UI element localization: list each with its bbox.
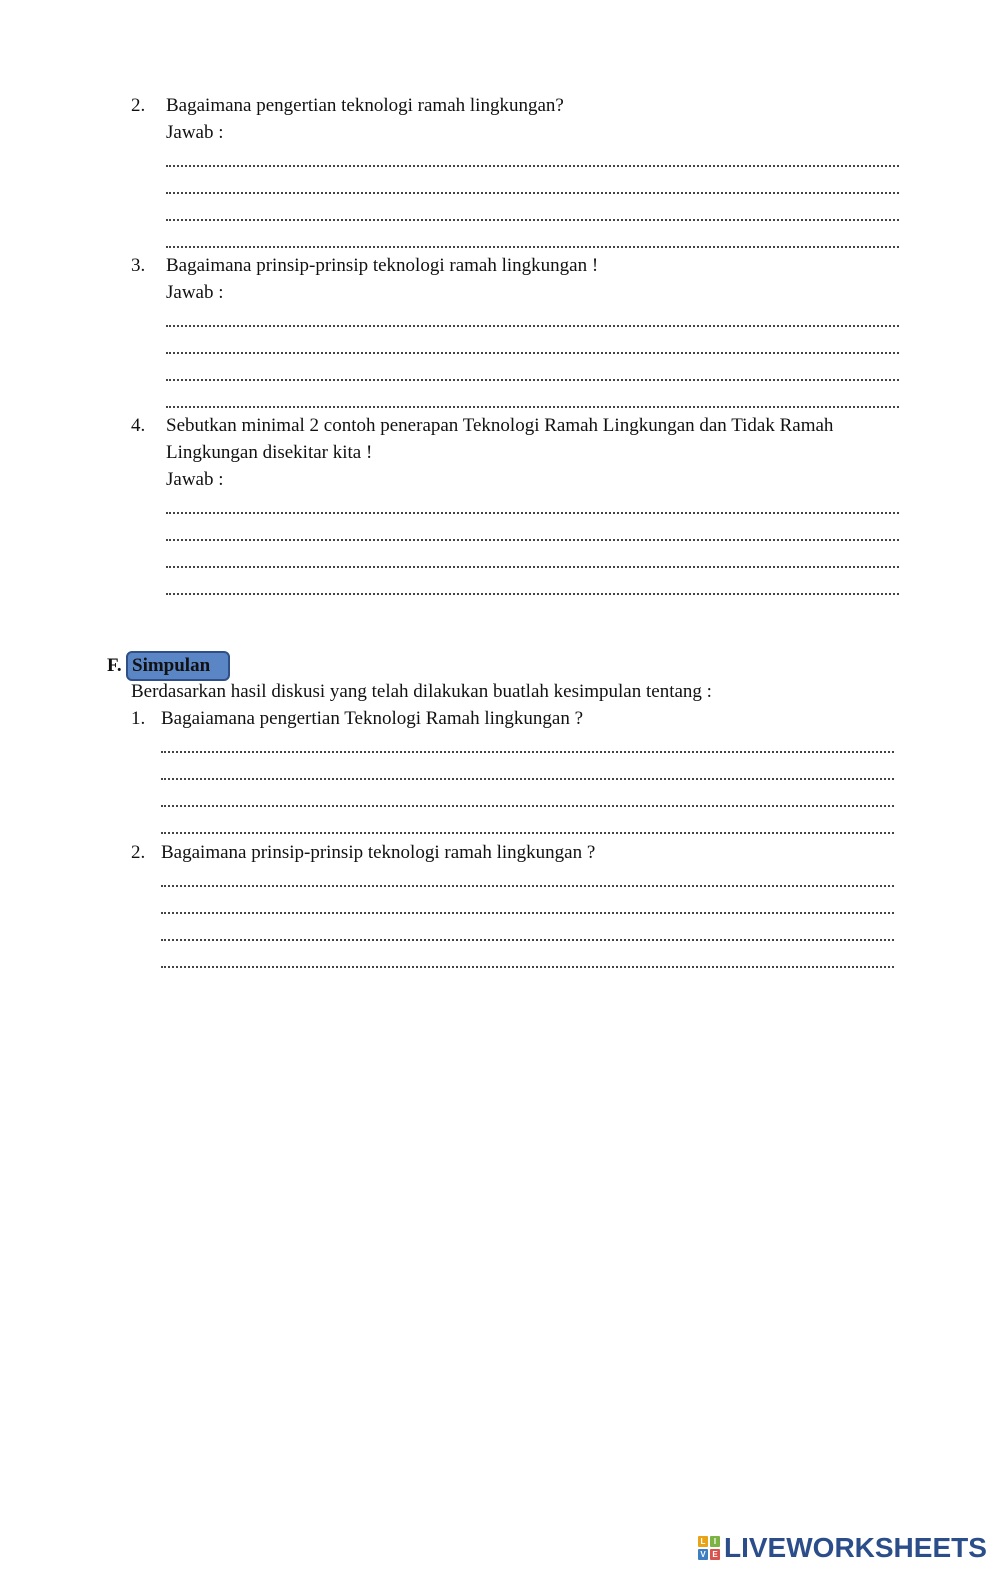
logo-letter-v: V	[698, 1549, 708, 1560]
question-2-text: Bagaimana pengertian teknologi ramah lingkungan?	[166, 95, 564, 116]
simpulan-heading: Simpulan	[132, 655, 211, 676]
question-2-answer-line-1[interactable]	[166, 153, 899, 167]
question-3-number: 3.	[131, 255, 146, 276]
question-3-answer-line-4[interactable]	[166, 394, 899, 408]
simpulan-item-2-line-2[interactable]	[161, 900, 894, 914]
simpulan-item-2-text: Bagaimana prinsip-prinsip teknologi ramah lingkungan ?	[161, 842, 596, 863]
simpulan-item-1-text: Bagaiamana pengertian Teknologi Ramah lingkungan ?	[161, 708, 583, 729]
question-2-answer-line-4[interactable]	[166, 234, 899, 248]
question-3-answer-line-3[interactable]	[166, 367, 899, 381]
simpulan-item-1-line-1[interactable]	[161, 739, 894, 753]
simpulan-item-1-line-4[interactable]	[161, 820, 894, 834]
simpulan-item-2-line-1[interactable]	[161, 873, 894, 887]
question-3-answer-line-2[interactable]	[166, 340, 899, 354]
question-4-text-line-1: Sebutkan minimal 2 contoh penerapan Teknologi Ramah Lingkungan dan Tidak Ramah	[166, 415, 834, 436]
question-4-answer-line-2[interactable]	[166, 527, 899, 541]
question-4-text-line-2: Lingkungan disekitar kita !	[166, 442, 373, 463]
question-4-answer-line-1[interactable]	[166, 500, 899, 514]
liveworksheets-logo-text: LIVEWORKSHEETS	[724, 1532, 987, 1563]
question-2-answer-label: Jawab :	[166, 122, 224, 143]
liveworksheets-logo[interactable]	[698, 1532, 987, 1564]
question-3-answer-label: Jawab :	[166, 282, 224, 303]
logo-letter-e: E	[710, 1549, 720, 1560]
simpulan-item-1-line-2[interactable]	[161, 766, 894, 780]
question-4-answer-label: Jawab :	[166, 469, 224, 490]
simpulan-item-1-line-3[interactable]	[161, 793, 894, 807]
question-2-number: 2.	[131, 95, 146, 116]
question-4-answer-line-3[interactable]	[166, 554, 899, 568]
question-4-number: 4.	[131, 415, 146, 436]
simpulan-item-1-number: 1.	[131, 708, 146, 729]
question-3-answer-line-1[interactable]	[166, 313, 899, 327]
simpulan-item-2-line-4[interactable]	[161, 954, 894, 968]
simpulan-intro: Berdasarkan hasil diskusi yang telah dilakukan buatlah kesimpulan tentang :	[131, 681, 712, 702]
question-4-answer-line-4[interactable]	[166, 581, 899, 595]
liveworksheets-logo-icon	[698, 1536, 720, 1560]
question-2-answer-line-3[interactable]	[166, 207, 899, 221]
simpulan-item-2-number: 2.	[131, 842, 146, 863]
question-2-answer-line-2[interactable]	[166, 180, 899, 194]
logo-letter-l: L	[698, 1536, 708, 1547]
question-3-text: Bagaimana prinsip-prinsip teknologi ramah lingkungan !	[166, 255, 599, 276]
simpulan-item-2-line-3[interactable]	[161, 927, 894, 941]
logo-letter-i: I	[710, 1536, 720, 1547]
section-f-letter: F.	[107, 655, 122, 676]
